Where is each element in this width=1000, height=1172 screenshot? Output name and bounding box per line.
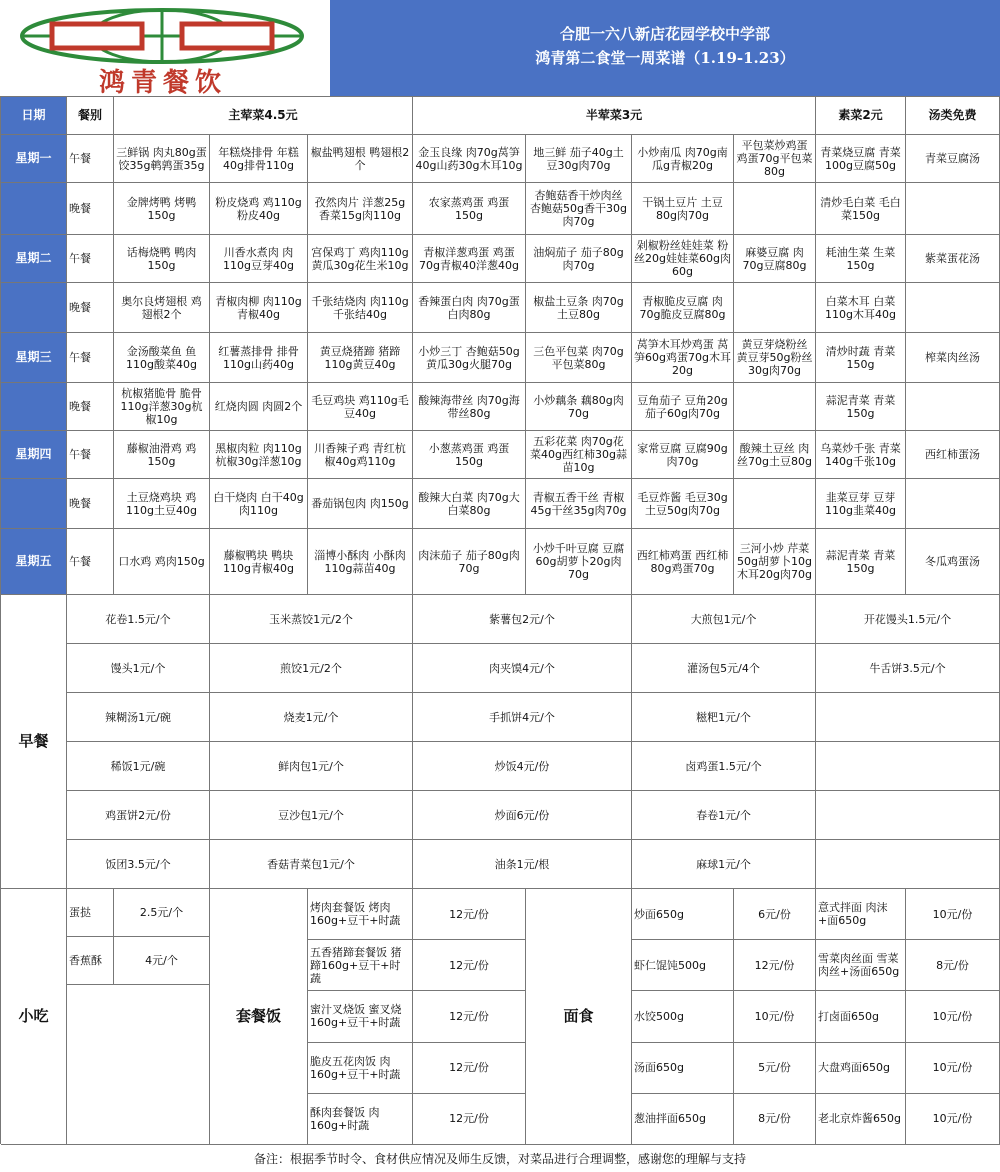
snack-name: 香蕉酥 xyxy=(67,937,114,985)
noodle-name: 意式拌面 肉沫+面650g xyxy=(816,889,906,940)
soup: 紫菜蛋花汤 xyxy=(906,235,1000,283)
breakfast-item: 香菇青菜包1元/个 xyxy=(210,840,413,889)
half-dish: 黄豆芽烧粉丝 黄豆芽50g粉丝30g肉70g xyxy=(734,333,816,383)
col-header-date: 日期 xyxy=(1,97,67,135)
breakfast-item: 鸡蛋饼2元/份 xyxy=(67,791,210,840)
main-dish: 三鲜锅 肉丸80g蛋饺35g鹌鹑蛋35g xyxy=(114,135,210,183)
half-dish xyxy=(734,283,816,333)
veg-dish: 蒜泥青菜 青菜150g xyxy=(816,529,906,595)
day-label-cont xyxy=(1,383,67,431)
snack-empty xyxy=(67,985,210,1145)
half-dish: 平包菜炒鸡蛋 鸡蛋70g平包菜80g xyxy=(734,135,816,183)
breakfast-item: 麻球1元/个 xyxy=(632,840,816,889)
main-dish: 金汤酸菜鱼 鱼110g酸菜40g xyxy=(114,333,210,383)
main-dish: 年糕烧排骨 年糕40g排骨110g xyxy=(210,135,308,183)
half-dish: 杏鲍菇香干炒肉丝 杏鲍菇50g香干30g肉70g xyxy=(526,183,632,235)
day-label-cont xyxy=(1,283,67,333)
half-dish xyxy=(734,183,816,235)
breakfast-item: 豆沙包1元/个 xyxy=(210,791,413,840)
veg-dish: 清炒毛白菜 毛白菜150g xyxy=(816,183,906,235)
breakfast-item: 煎饺1元/2个 xyxy=(210,644,413,693)
noodle-price: 8元/份 xyxy=(734,1094,816,1145)
noodle-name: 虾仁馄饨500g xyxy=(632,940,734,991)
col-header-meal: 餐别 xyxy=(67,97,114,135)
breakfast-item: 紫薯包2元/个 xyxy=(413,595,632,644)
main-dish: 淄博小酥肉 小酥肉110g蒜苗40g xyxy=(308,529,413,595)
noodle-name: 老北京炸酱650g xyxy=(816,1094,906,1145)
weekly-menu-table xyxy=(0,96,1000,1144)
breakfast-item xyxy=(816,840,1000,889)
main-dish: 宫保鸡丁 鸡肉110g黄瓜30g花生米10g xyxy=(308,235,413,283)
veg-dish: 清炒时蔬 青菜150g xyxy=(816,333,906,383)
snack-price: 4元/个 xyxy=(114,937,210,985)
snack-price: 2.5元/个 xyxy=(114,889,210,937)
main-dish: 藤椒油滑鸡 鸡150g xyxy=(114,431,210,479)
half-dish: 小炒三丁 杏鲍菇50g黄瓜30g火腿70g xyxy=(413,333,526,383)
breakfast-item: 炒面6元/份 xyxy=(413,791,632,840)
noodle-price: 10元/份 xyxy=(906,1043,1000,1094)
breakfast-item xyxy=(816,791,1000,840)
noodle-name: 炒面650g xyxy=(632,889,734,940)
breakfast-item: 开花馒头1.5元/个 xyxy=(816,595,1000,644)
half-dish xyxy=(734,479,816,529)
meal-label: 午餐 xyxy=(67,431,114,479)
day-label: 星期一 xyxy=(1,135,67,183)
half-dish: 椒盐土豆条 肉70g土豆80g xyxy=(526,283,632,333)
veg-dish: 蒜泥青菜 青菜150g xyxy=(816,383,906,431)
noodle-price: 12元/份 xyxy=(734,940,816,991)
page-title xyxy=(330,22,1000,70)
main-dish: 川香水煮肉 肉110g豆芽40g xyxy=(210,235,308,283)
half-dish: 酸辣土豆丝 肉丝70g土豆80g xyxy=(734,431,816,479)
noodle-price: 6元/份 xyxy=(734,889,816,940)
soup xyxy=(906,183,1000,235)
half-dish: 青椒洋葱鸡蛋 鸡蛋70g青椒40洋葱40g xyxy=(413,235,526,283)
breakfast-item: 春卷1元/个 xyxy=(632,791,816,840)
noodle-name: 雪菜肉丝面 雪菜肉丝+汤面650g xyxy=(816,940,906,991)
noodle-name: 大盘鸡面650g xyxy=(816,1043,906,1094)
day-label: 星期五 xyxy=(1,529,67,595)
noodle-price: 8元/份 xyxy=(906,940,1000,991)
combo-name: 五香猪蹄套餐饭 猪蹄160g+豆干+时蔬 xyxy=(308,940,413,991)
breakfast-item: 灌汤包5元/4个 xyxy=(632,644,816,693)
day-label-cont xyxy=(1,183,67,235)
half-dish: 小炒藕条 藕80g肉70g xyxy=(526,383,632,431)
half-dish: 小葱蒸鸡蛋 鸡蛋150g xyxy=(413,431,526,479)
breakfast-item: 馒头1元/个 xyxy=(67,644,210,693)
combo-label: 套餐饭 xyxy=(210,889,308,1145)
main-dish: 黄豆烧猪蹄 猪蹄110g黄豆40g xyxy=(308,333,413,383)
breakfast-item: 鲜肉包1元/个 xyxy=(210,742,413,791)
half-dish: 地三鲜 茄子40g土豆30g肉70g xyxy=(526,135,632,183)
main-dish: 千张结烧肉 肉110g千张结40g xyxy=(308,283,413,333)
breakfast-item xyxy=(816,742,1000,791)
soup xyxy=(906,479,1000,529)
noodle-name: 水饺500g xyxy=(632,991,734,1042)
half-dish: 油焖茄子 茄子80g肉70g xyxy=(526,235,632,283)
combo-name: 酥肉套餐饭 肉160g+时蔬 xyxy=(308,1094,413,1145)
breakfast-item: 卤鸡蛋1.5元/个 xyxy=(632,742,816,791)
main-dish: 话梅烧鸭 鸭肉150g xyxy=(114,235,210,283)
meal-label: 晚餐 xyxy=(67,183,114,235)
meal-label: 晚餐 xyxy=(67,283,114,333)
half-dish: 小炒南瓜 肉70g南瓜g青椒20g xyxy=(632,135,734,183)
half-dish: 干锅土豆片 土豆80g肉70g xyxy=(632,183,734,235)
breakfast-item xyxy=(816,693,1000,742)
breakfast-item: 糍粑1元/个 xyxy=(632,693,816,742)
main-dish: 椒盐鸭翅根 鸭翅根2个 xyxy=(308,135,413,183)
half-dish: 豆角茄子 豆角20g茄子60g肉70g xyxy=(632,383,734,431)
snacks-label: 小吃 xyxy=(1,889,67,1145)
logo-text: 鸿青餐饮 xyxy=(98,68,227,98)
half-dish: 酸辣海带丝 肉70g海带丝80g xyxy=(413,383,526,431)
soup: 冬瓜鸡蛋汤 xyxy=(906,529,1000,595)
day-label: 星期四 xyxy=(1,431,67,479)
half-dish: 三河小炒 芹菜50g胡萝卜10g木耳20g肉70g xyxy=(734,529,816,595)
main-dish: 番茄锅包肉 肉150g xyxy=(308,479,413,529)
snack-name: 蛋挞 xyxy=(67,889,114,937)
veg-dish: 耗油生菜 生菜150g xyxy=(816,235,906,283)
soup: 青菜豆腐汤 xyxy=(906,135,1000,183)
half-dish: 西红柿鸡蛋 西红柿80g鸡蛋70g xyxy=(632,529,734,595)
noodle-price: 10元/份 xyxy=(906,1094,1000,1145)
half-dish: 剁椒粉丝娃娃菜 粉丝20g娃娃菜60g肉60g xyxy=(632,235,734,283)
veg-dish: 青菜烧豆腐 青菜100g豆腐50g xyxy=(816,135,906,183)
day-label: 星期二 xyxy=(1,235,67,283)
main-dish: 奥尔良烤翅根 鸡翅根2个 xyxy=(114,283,210,333)
school-name: 合肥一六八新店花园学校中学部 xyxy=(559,25,770,43)
col-header-main: 主荤菜4.5元 xyxy=(114,97,413,135)
breakfast-item: 大煎包1元/个 xyxy=(632,595,816,644)
main-dish: 红烧肉圆 肉圆2个 xyxy=(210,383,308,431)
main-dish: 川香辣子鸡 青红杭椒40g鸡110g xyxy=(308,431,413,479)
main-dish: 土豆烧鸡块 鸡110g土豆40g xyxy=(114,479,210,529)
logo-emblem-icon xyxy=(12,8,312,64)
breakfast-item: 炒饭4元/份 xyxy=(413,742,632,791)
noodle-name: 汤面650g xyxy=(632,1043,734,1094)
noodle-label: 面食 xyxy=(526,889,632,1145)
meal-label: 午餐 xyxy=(67,333,114,383)
half-dish: 莴笋木耳炒鸡蛋 莴笋60g鸡蛋70g木耳20g xyxy=(632,333,734,383)
soup xyxy=(906,283,1000,333)
combo-price: 12元/份 xyxy=(413,940,526,991)
noodle-name: 葱油拌面650g xyxy=(632,1094,734,1145)
main-dish: 口水鸡 鸡肉150g xyxy=(114,529,210,595)
main-dish: 白干烧肉 白干40g肉110g xyxy=(210,479,308,529)
main-dish: 青椒肉柳 肉110g青椒40g xyxy=(210,283,308,333)
half-dish: 农家蒸鸡蛋 鸡蛋150g xyxy=(413,183,526,235)
breakfast-item: 肉夹馍4元/个 xyxy=(413,644,632,693)
breakfast-item: 油条1元/根 xyxy=(413,840,632,889)
half-dish: 青椒五香干丝 青椒45g干丝35g肉70g xyxy=(526,479,632,529)
half-dish: 五彩花菜 肉70g花菜40g西红柿30g蒜苗10g xyxy=(526,431,632,479)
noodle-name: 打卤面650g xyxy=(816,991,906,1042)
footer-note: 备注：根据季节时令、食材供应情况及师生反馈，对菜品进行合理调整，感谢您的理解与支持 xyxy=(253,1151,746,1166)
main-dish: 红薯蒸排骨 排骨110g山药40g xyxy=(210,333,308,383)
breakfast-item: 辣糊汤1元/碗 xyxy=(67,693,210,742)
main-dish: 藤椒鸭块 鸭块110g青椒40g xyxy=(210,529,308,595)
combo-price: 12元/份 xyxy=(413,1094,526,1145)
breakfast-item: 手抓饼4元/个 xyxy=(413,693,632,742)
meal-label: 晚餐 xyxy=(67,479,114,529)
combo-price: 12元/份 xyxy=(413,991,526,1042)
breakfast-item: 饭团3.5元/个 xyxy=(67,840,210,889)
day-label: 星期三 xyxy=(1,333,67,383)
veg-dish: 白菜木耳 白菜110g木耳40g xyxy=(816,283,906,333)
combo-name: 蜜汁叉烧饭 蜜叉烧160g+豆干+时蔬 xyxy=(308,991,413,1042)
noodle-price: 10元/份 xyxy=(906,889,1000,940)
breakfast-label: 早餐 xyxy=(1,595,67,889)
main-dish: 金牌烤鸭 烤鸭150g xyxy=(114,183,210,235)
half-dish: 香辣蛋白肉 肉70g蛋白肉80g xyxy=(413,283,526,333)
meal-label: 午餐 xyxy=(67,135,114,183)
main-dish: 毛豆鸡块 鸡110g毛豆40g xyxy=(308,383,413,431)
veg-dish: 韭菜豆芽 豆芽110g韭菜40g xyxy=(816,479,906,529)
combo-price: 12元/份 xyxy=(413,889,526,940)
half-dish: 青椒脆皮豆腐 肉70g脆皮豆腐80g xyxy=(632,283,734,333)
combo-price: 12元/份 xyxy=(413,1043,526,1094)
soup: 西红柿蛋汤 xyxy=(906,431,1000,479)
breakfast-item: 稀饭1元/碗 xyxy=(67,742,210,791)
main-dish: 黑椒肉粒 肉110g杭椒30g洋葱10g xyxy=(210,431,308,479)
half-dish: 小炒千叶豆腐 豆腐60g胡萝卜20g肉70g xyxy=(526,529,632,595)
meal-label: 晚餐 xyxy=(67,383,114,431)
half-dish: 三色平包菜 肉70g平包菜80g xyxy=(526,333,632,383)
veg-dish: 乌菜炒千张 青菜140g千张10g xyxy=(816,431,906,479)
half-dish: 金玉良缘 肉70g莴笋40g山药30g木耳10g xyxy=(413,135,526,183)
col-header-half: 半荤菜3元 xyxy=(413,97,816,135)
col-header-veg: 素菜2元 xyxy=(816,97,906,135)
header-banner xyxy=(0,0,1000,96)
meal-label: 午餐 xyxy=(67,529,114,595)
breakfast-item: 烧麦1元/个 xyxy=(210,693,413,742)
half-dish: 家常豆腐 豆腐90g肉70g xyxy=(632,431,734,479)
half-dish xyxy=(734,383,816,431)
combo-name: 脆皮五花肉饭 肉160g+豆干+时蔬 xyxy=(308,1043,413,1094)
day-label-cont xyxy=(1,479,67,529)
half-dish: 毛豆炸酱 毛豆30g土豆50g肉70g xyxy=(632,479,734,529)
meal-label: 午餐 xyxy=(67,235,114,283)
breakfast-item: 花卷1.5元/个 xyxy=(67,595,210,644)
combo-name: 烤肉套餐饭 烤肉160g+豆干+时蔬 xyxy=(308,889,413,940)
noodle-price: 10元/份 xyxy=(734,991,816,1042)
noodle-price: 5元/份 xyxy=(734,1043,816,1094)
soup xyxy=(906,383,1000,431)
menu-period-title: 鸿青第二食堂一周菜谱（1.19-1.23） xyxy=(535,49,795,67)
half-dish: 肉沫茄子 茄子80g肉70g xyxy=(413,529,526,595)
breakfast-item: 牛舌饼3.5元/个 xyxy=(816,644,1000,693)
half-dish: 麻婆豆腐 肉70g豆腐80g xyxy=(734,235,816,283)
main-dish: 孜然肉片 洋葱25g香菜15g肉110g xyxy=(308,183,413,235)
noodle-price: 10元/份 xyxy=(906,991,1000,1042)
col-header-soup: 汤类免费 xyxy=(906,97,1000,135)
half-dish: 酸辣大白菜 肉70g大白菜80g xyxy=(413,479,526,529)
soup: 榨菜肉丝汤 xyxy=(906,333,1000,383)
breakfast-item: 玉米蒸饺1元/2个 xyxy=(210,595,413,644)
main-dish: 杭椒猪脆骨 脆骨110g洋葱30g杭椒10g xyxy=(114,383,210,431)
main-dish: 粉皮烧鸡 鸡110g粉皮40g xyxy=(210,183,308,235)
logo xyxy=(0,0,330,96)
